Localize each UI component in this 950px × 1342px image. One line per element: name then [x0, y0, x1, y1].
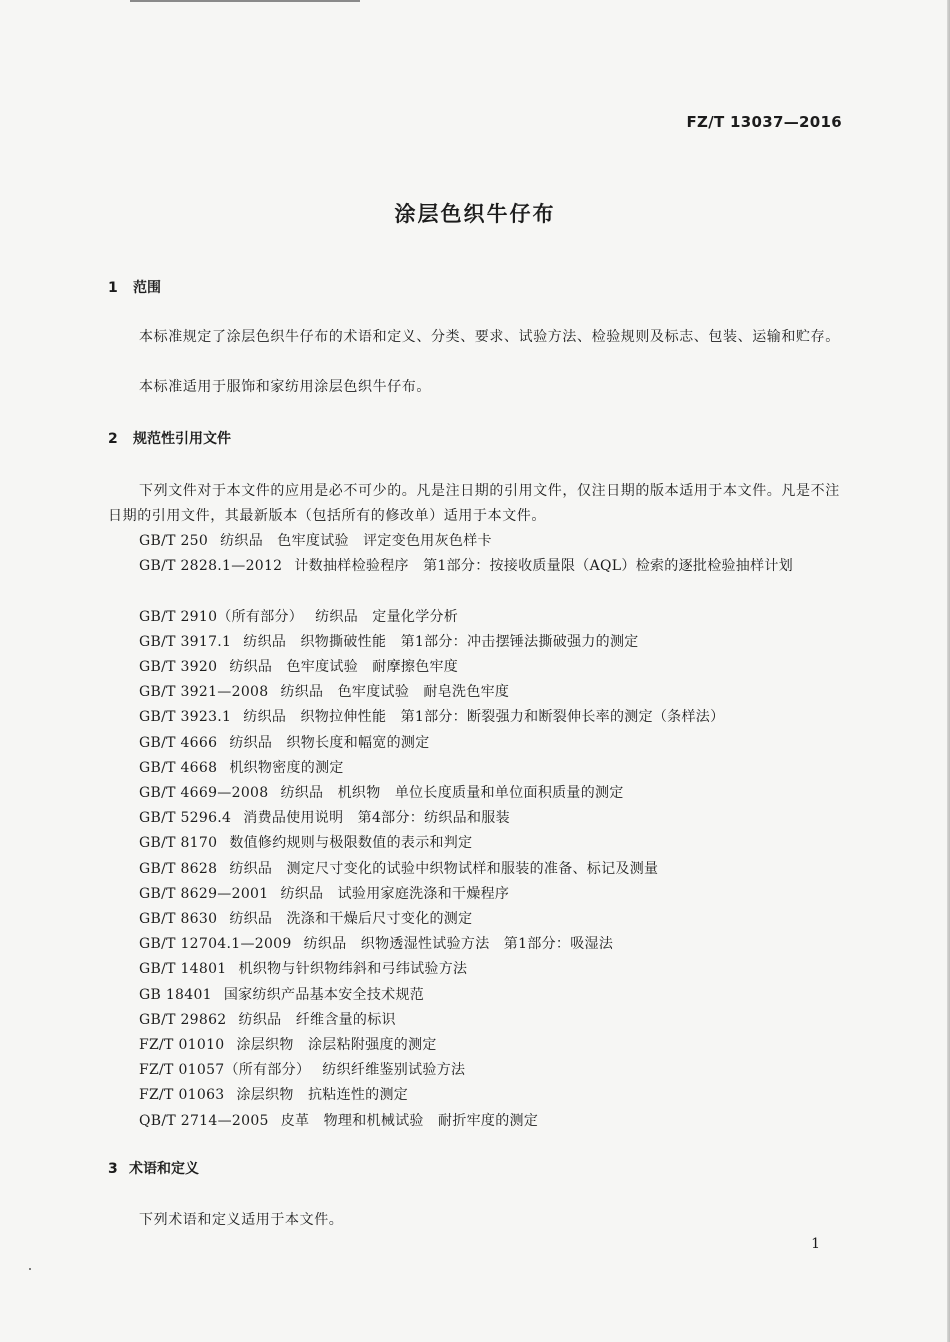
- reference-code: GB/T 3920: [139, 659, 218, 675]
- reference-item: [108, 932, 840, 957]
- reference-code: FZ/T 01057（所有部分）: [139, 1062, 311, 1079]
- reference-code: GB/T 8629—2001: [139, 885, 269, 902]
- reference-code: GB/T 2828.1—2012: [139, 558, 283, 575]
- reference-item: [108, 605, 840, 630]
- reference-item: [108, 554, 840, 579]
- reference-item: [108, 781, 840, 806]
- reference-code: GB/T 3921—2008: [139, 684, 269, 701]
- reference-title: 纺织品 纤维含量的标识: [238, 1011, 396, 1028]
- reference-code: GB/T 8170: [139, 835, 218, 852]
- reference-code: GB/T 250: [139, 533, 209, 549]
- section-number: 2: [108, 431, 118, 447]
- reference-item: [108, 529, 840, 554]
- reference-title: 纺织品 洗涤和干燥后尺寸变化的测定: [229, 911, 473, 927]
- section-2-intro: 下列文件对于本文件的应用是必不可少的。凡是注日期的引用文件，仅注日期的版本适用于本文件。凡是不注日期的引用文件，其最新版本（包括所有的修改单）适用于本文件。: [108, 483, 840, 524]
- section-title: 范围: [133, 280, 161, 296]
- reference-title: 国家纺织产品基本安全技术规范: [223, 986, 425, 1003]
- section-1-paragraph-2: 本标准适用于服饰和家纺用涂层色织牛仔布。: [139, 379, 431, 395]
- reference-code: GB/T 3917.1: [139, 633, 232, 650]
- section-title: 术语和定义: [129, 1161, 199, 1177]
- reference-title: 纺织品 机织物 单位长度质量和单位面积质量的测定: [280, 785, 624, 801]
- reference-title: 纺织品 织物透湿性试验方法 第1部分：吸湿法: [303, 936, 614, 953]
- reference-item: [108, 857, 840, 882]
- reference-code: GB/T 14801: [139, 961, 227, 978]
- reference-code: GB/T 3923.1: [139, 709, 232, 726]
- scan-speck: [29, 1268, 31, 1270]
- reference-title: 皮革 物理和机械试验 耐折牢度的测定: [280, 1112, 539, 1129]
- section-number: 3: [108, 1161, 118, 1177]
- section-2-heading: [108, 428, 231, 448]
- reference-item: [108, 756, 840, 781]
- reference-item: [108, 882, 840, 907]
- reference-title: 纺织品 色牢度试验 耐皂洗色牢度: [280, 684, 510, 701]
- top-scan-line: [130, 0, 360, 2]
- reference-item: [108, 731, 840, 756]
- reference-code: GB/T 5296.4: [139, 810, 232, 827]
- reference-title: 纺织品 织物拉伸性能 第1部分：断裂强力和断裂伸长率的测定（条样法）: [243, 709, 725, 726]
- reference-code: GB/T 4668: [139, 759, 218, 776]
- reference-title: 纺织品 定量化学分析: [315, 608, 459, 625]
- reference-item: [108, 831, 840, 856]
- reference-title: 纺织纤维鉴别试验方法: [322, 1062, 466, 1079]
- reference-item: [108, 1033, 840, 1058]
- reference-code: GB/T 12704.1—2009: [139, 936, 292, 953]
- reference-item: [108, 1083, 840, 1108]
- reference-code: GB/T 29862: [139, 1011, 227, 1028]
- standard-number: FZ/T 13037—2016: [686, 113, 842, 131]
- reference-code: GB/T 8630: [139, 911, 218, 927]
- reference-item: [108, 1008, 840, 1033]
- reference-item: [108, 1109, 840, 1134]
- reference-item: [108, 630, 840, 655]
- reference-code: FZ/T 01063: [139, 1087, 225, 1104]
- reference-title: 涂层织物 涂层粘附强度的测定: [236, 1037, 437, 1053]
- section-3-heading: [108, 1158, 199, 1178]
- reference-title: 数值修约规则与极限数值的表示和判定: [229, 835, 473, 852]
- reference-item: [108, 957, 840, 982]
- reference-code: GB/T 4669—2008: [139, 785, 269, 801]
- reference-title: 机织物密度的测定: [229, 759, 344, 776]
- reference-title: 计数抽样检验程序 第1部分：按接收质量限（AQL）检索的逐批检验抽样计划: [294, 558, 793, 575]
- reference-code: QB/T 2714—2005: [139, 1112, 269, 1129]
- section-1-paragraph-1: 本标准规定了涂层色织牛仔布的术语和定义、分类、要求、试验方法、检验规则及标志、包装、运输和贮存。: [139, 329, 840, 345]
- reference-item: [108, 806, 840, 831]
- reference-code: FZ/T 01010: [139, 1037, 225, 1053]
- reference-title: 纺织品 试验用家庭洗涤和干燥程序: [280, 885, 510, 902]
- reference-item: [108, 655, 840, 680]
- reference-title: 涂层织物 抗粘连性的测定: [236, 1087, 409, 1104]
- reference-item: [108, 983, 840, 1008]
- reference-code: GB/T 4666: [139, 734, 218, 751]
- reference-item: [108, 705, 840, 730]
- reference-title: 消费品使用说明 第4部分：纺织品和服装: [243, 810, 510, 827]
- reference-item: [108, 1058, 840, 1083]
- reference-code: GB 18401: [139, 986, 212, 1003]
- reference-title: 纺织品 色牢度试验 耐摩擦色牢度: [229, 659, 459, 675]
- section-title: 规范性引用文件: [133, 431, 231, 447]
- document-title: 涂层色织牛仔布: [394, 202, 556, 226]
- reference-code: GB/T 2910（所有部分）: [139, 608, 304, 625]
- reference-title: 纺织品 测定尺寸变化的试验中织物试样和服装的准备、标记及测量: [229, 860, 659, 877]
- reference-title: 纺织品 织物长度和幅宽的测定: [229, 734, 430, 751]
- reference-title: 机织物与针织物纬斜和弓纬试验方法: [238, 961, 468, 978]
- section-1-heading: [108, 277, 161, 297]
- reference-title: 纺织品 织物撕破性能 第1部分：冲击摆锤法撕破强力的测定: [243, 633, 639, 650]
- page-number: 1: [811, 1236, 820, 1252]
- reference-item: [108, 680, 840, 705]
- reference-code: GB/T 8628: [139, 860, 218, 877]
- reference-item: [108, 907, 840, 932]
- reference-title: 纺织品 色牢度试验 评定变色用灰色样卡: [220, 533, 492, 549]
- section-3-paragraph-1: 下列术语和定义适用于本文件。: [139, 1212, 344, 1228]
- section-number: 1: [108, 280, 118, 296]
